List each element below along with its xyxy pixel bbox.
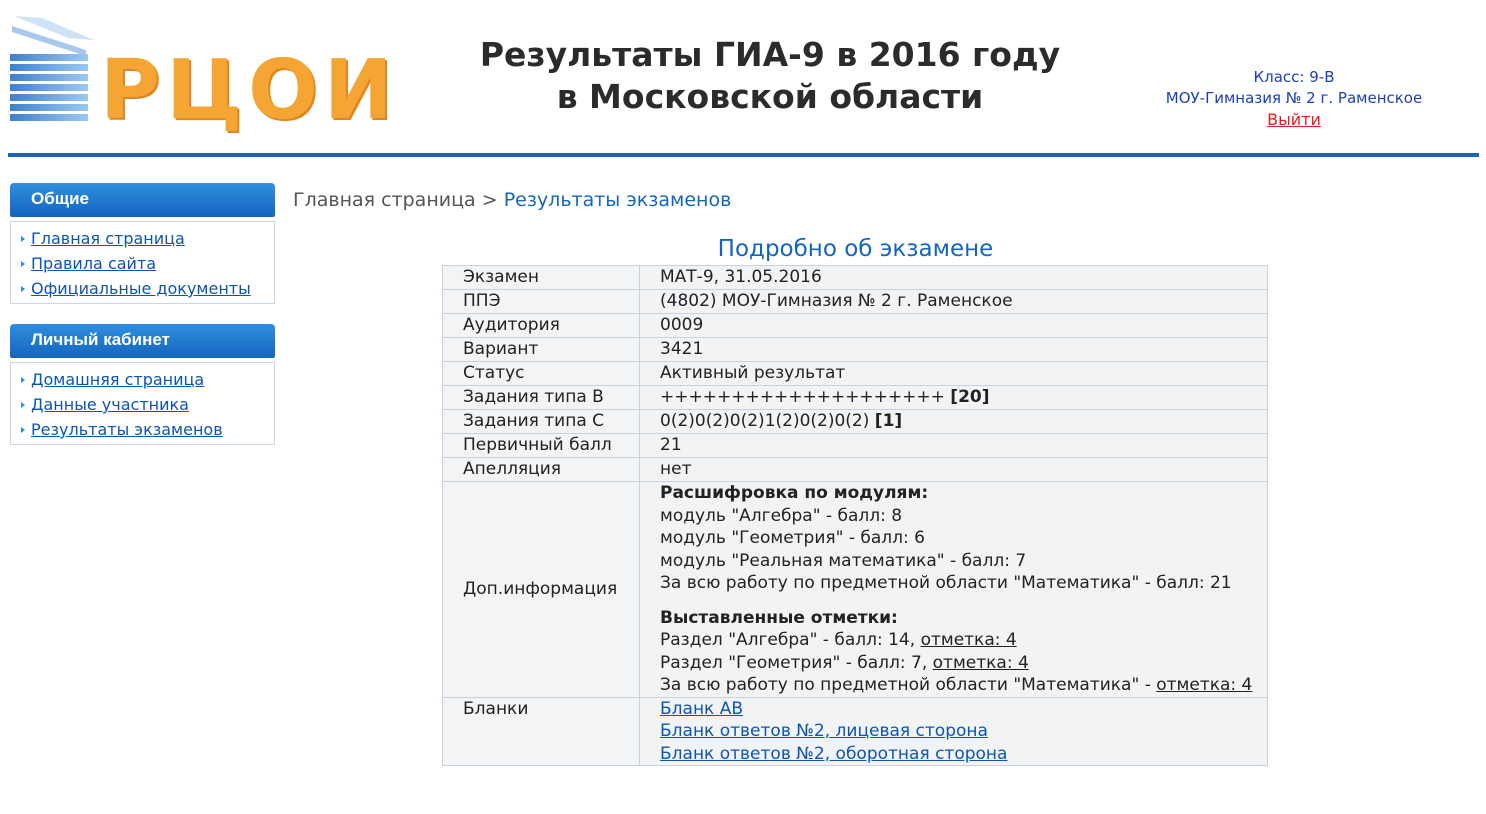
blank-ab-link[interactable]: Бланк АВ: [660, 698, 744, 719]
class-label: Класс: 9-В: [1253, 68, 1335, 86]
task-c-score: [1]: [874, 411, 903, 431]
row-label: Аудитория: [443, 314, 640, 338]
logout-link[interactable]: Выйти: [1267, 110, 1321, 129]
spacer: [660, 595, 1267, 607]
section-title: Подробно об экзамене: [717, 236, 994, 262]
mark-line: [660, 629, 1267, 652]
table-row: [443, 458, 1268, 482]
table-row: [443, 697, 1268, 766]
task-c-answers: 0(2)0(2)0(2)1(2)0(2)0(2): [660, 411, 870, 431]
page-title-line2: в Московской области: [556, 77, 984, 116]
breadcrumb-current: Результаты экзаменов: [503, 189, 732, 211]
mark-link[interactable]: отметка: 4: [1156, 675, 1253, 695]
user-info: [1140, 67, 1448, 131]
sidebar-group-general: [10, 183, 275, 304]
mark-link[interactable]: отметка: 4: [932, 652, 1029, 673]
row-value: 3421: [640, 338, 1268, 362]
table-row: [443, 314, 1268, 338]
table-row: [443, 290, 1268, 314]
row-value-blanks: [640, 697, 1268, 766]
sidebar-list-general: [10, 221, 275, 304]
module-line: модуль "Геометрия" - балл: 6: [660, 528, 925, 548]
table-row: [443, 266, 1268, 290]
row-value: МАТ-9, 31.05.2016: [640, 266, 1268, 290]
sidebar-header-cabinet: Личный кабинет: [10, 324, 275, 358]
mark-text: За всю работу по предметной области "Математика" -: [660, 675, 1157, 695]
row-value: 0009: [640, 314, 1268, 338]
mark-text: Раздел "Геометрия" - балл: 7,: [660, 652, 933, 673]
module-line: За всю работу по предметной области "Математика" - балл: 21: [660, 573, 1232, 593]
marks-title: Выставленные отметки:: [660, 607, 898, 628]
page-title: [470, 34, 1070, 118]
sidebar-item-personal-home[interactable]: Домашняя страница: [21, 367, 274, 392]
row-label: Задания типа С: [443, 410, 640, 434]
module-line: модуль "Алгебра" - балл: 8: [660, 505, 903, 526]
row-value: Активный результат: [640, 362, 1268, 386]
blank-answers2-back-link[interactable]: Бланк ответов №2, оборотная сторона: [660, 743, 1008, 764]
sidebar-item-participant-data[interactable]: Данные участника: [21, 392, 274, 417]
breadcrumb-home[interactable]: Главная страница: [293, 189, 476, 211]
row-label: Бланки: [443, 697, 640, 766]
row-label: Задания типа В: [443, 386, 640, 410]
school-name: МОУ-Гимназия № 2 г. Раменское: [1165, 89, 1423, 107]
exam-details-table: [442, 265, 1268, 766]
row-label: Доп.информация: [443, 482, 640, 698]
page-title-line1: Результаты ГИА-9 в 2016 году: [479, 35, 1061, 74]
sidebar-header-general: Общие: [10, 183, 275, 217]
task-b-answers: ++++++++++++++++++++: [660, 387, 945, 407]
stacked-pages-icon: [8, 10, 98, 134]
mark-text: Раздел "Алгебра" - балл: 14,: [660, 630, 921, 650]
row-label: Первичный балл: [443, 434, 640, 458]
modules-title: Расшифровка по модулям:: [660, 483, 929, 503]
breadcrumb-separator: >: [481, 189, 498, 211]
sidebar: [10, 183, 275, 445]
mark-line: [660, 652, 1267, 675]
logo-text: РЦОИ: [100, 43, 399, 138]
mark-link[interactable]: отметка: 4: [920, 630, 1017, 650]
header-divider: [8, 153, 1479, 157]
table-row: [443, 386, 1268, 410]
table-row: [443, 434, 1268, 458]
row-label: Экзамен: [443, 266, 640, 290]
sidebar-group-cabinet: [10, 324, 275, 445]
rcoi-logo: [8, 10, 432, 138]
row-value: 21: [640, 434, 1268, 458]
row-label: ППЭ: [443, 290, 640, 314]
row-value: [640, 386, 1268, 410]
table-row: [443, 482, 1268, 698]
breadcrumb: [293, 189, 731, 211]
row-value-dop-info: [640, 482, 1268, 698]
sidebar-list-cabinet: [10, 362, 275, 445]
row-value: [640, 410, 1268, 434]
blank-answers2-front-link[interactable]: Бланк ответов №2, лицевая сторона: [660, 721, 988, 741]
row-value: (4802) МОУ-Гимназия № 2 г. Раменское: [640, 290, 1268, 314]
row-label: Статус: [443, 362, 640, 386]
mark-line: [660, 674, 1267, 697]
row-label: Апелляция: [443, 458, 640, 482]
table-row: [443, 410, 1268, 434]
table-row: [443, 338, 1268, 362]
module-line: модуль "Реальная математика" - балл: 7: [660, 550, 1027, 571]
row-label: Вариант: [443, 338, 640, 362]
sidebar-item-rules[interactable]: Правила сайта: [21, 251, 274, 276]
task-b-score: [20]: [950, 387, 990, 407]
sidebar-item-home[interactable]: Главная страница: [21, 226, 274, 251]
sidebar-item-documents[interactable]: Официальные документы: [21, 276, 274, 301]
row-value: нет: [640, 458, 1268, 482]
sidebar-item-exam-results[interactable]: Результаты экзаменов: [21, 417, 274, 442]
table-row: [443, 362, 1268, 386]
